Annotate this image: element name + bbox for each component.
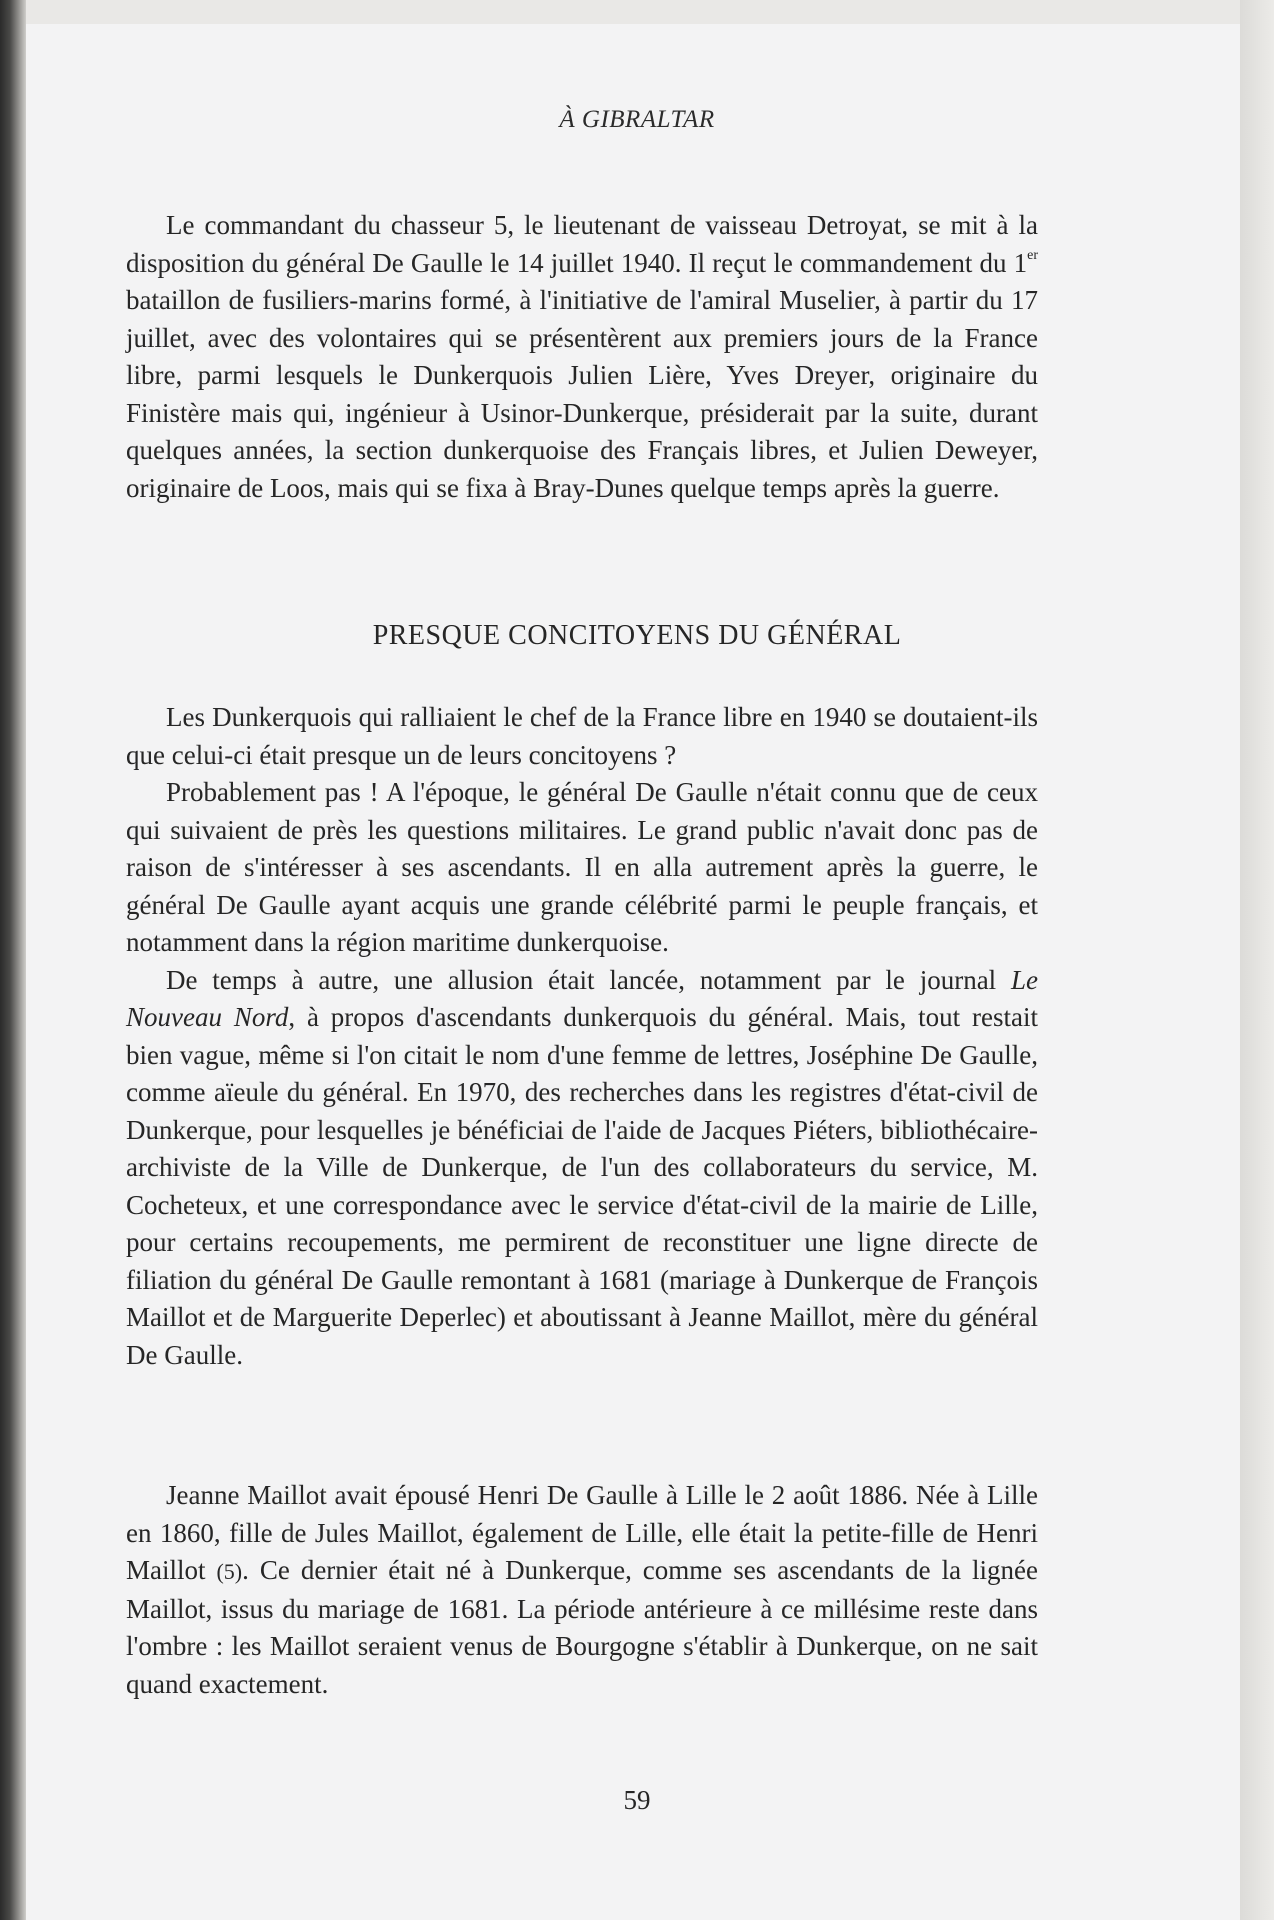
footnote-reference: (5) [216, 1559, 243, 1584]
paragraph: Jeanne Maillot avait épousé Henri De Gaulle à Lille le 2 août 1886. Née à Lille en 1860, fille de Jules Maillot, également de Lille, elle était la petite-fille de Henri Maillot (5). Ce dernier était né à Dunkerque, comme ses ascendants de la lignée Maillot, issus du mariage de 1681. La période antérieure à ce millésime reste dans l'ombre : les Maillot seraient venus de Bourgogne s'établir à Dunkerque, on ne sait quand exactement. [126, 1480, 1039, 1699]
text-block-final [126, 1477, 1038, 1703]
paragraph: De temps à autre, une allusion était lancée, notamment par le journal Le Nouveau Nord, à propos d'ascendants dunkerquois du général. Mais, tout restait bien vague, même si l'on citait le nom d'une femme de lettres, Joséphine De Gaulle, comme aïeule du général. En 1970, des recherches dans les registres d'état-civil de Dunkerque, pour lesquelles je bénéficiai de l'aide de Jacques Piéters, bibliothécaire-archiviste de la Ville de Dunkerque, de l'un des collaborateurs du service, M. Cocheteux, et une correspondance avec le service d'état-civil de la mairie de Lille, pour certains recoupements, me permirent de reconstituer une ligne directe de filiation du général De Gaulle remontant à 1681 (mariage à Dunkerque de François Maillot et de Marguerite Deperlec) et aboutissant à Jeanne Maillot, mère du général De Gaulle. [126, 964, 1039, 1370]
text-block-section [126, 699, 1038, 1374]
page-right-edge [1240, 0, 1274, 1920]
superscript: er [1027, 247, 1038, 263]
paragraph: Les Dunkerquois qui ralliaient le chef de la France libre en 1940 se doutaient-ils que celui-ci était presque un de leurs concitoyens ? [126, 702, 1038, 770]
newspaper-title: Le Nouveau Nord [126, 964, 1038, 1032]
page-number: 59 [623, 1785, 651, 1815]
section-heading: PRESQUE CONCITOYENS DU GÉNÉRAL [372, 620, 902, 651]
book-spine-shadow [0, 0, 26, 1920]
paragraph: Le commandant du chasseur 5, le lieutenant de vaisseau Detroyat, se mit à la disposition du général De Gaulle le 14 juillet 1940. Il reçut le commandement du 1er bataillon de fusiliers-marins formé, à l'initiative de l'amiral Muselier, à partir du 17 juillet, avec des volontaires qui se présentèrent aux premiers jours de la France libre, parmi lesquels le Dunkerquois Julien Lière, Yves Dreyer, originaire du Finistère mais qui, ingénieur à Usinor-Dunkerque, présiderait par la suite, durant quelques années, la section dunkerquoise des Français libres, et Julien Deweyer, originaire de Loos, mais qui se fixa à Bray-Dunes quelque temps après la guerre. [126, 210, 1038, 503]
running-head: À GIBRALTAR [559, 106, 715, 133]
paragraph: Probablement pas ! A l'époque, le général De Gaulle n'était connu que de ceux qui suivaient de près les questions militaires. Le grand public n'avait donc pas de raison de s'intéresser à ses ascendants. Il en alla autrement après la guerre, le général De Gaulle ayant acquis une grande célébrité parmi le peuple français, et notamment dans la région maritime dunkerquoise. [126, 777, 1038, 957]
text-block-intro [126, 207, 1038, 507]
